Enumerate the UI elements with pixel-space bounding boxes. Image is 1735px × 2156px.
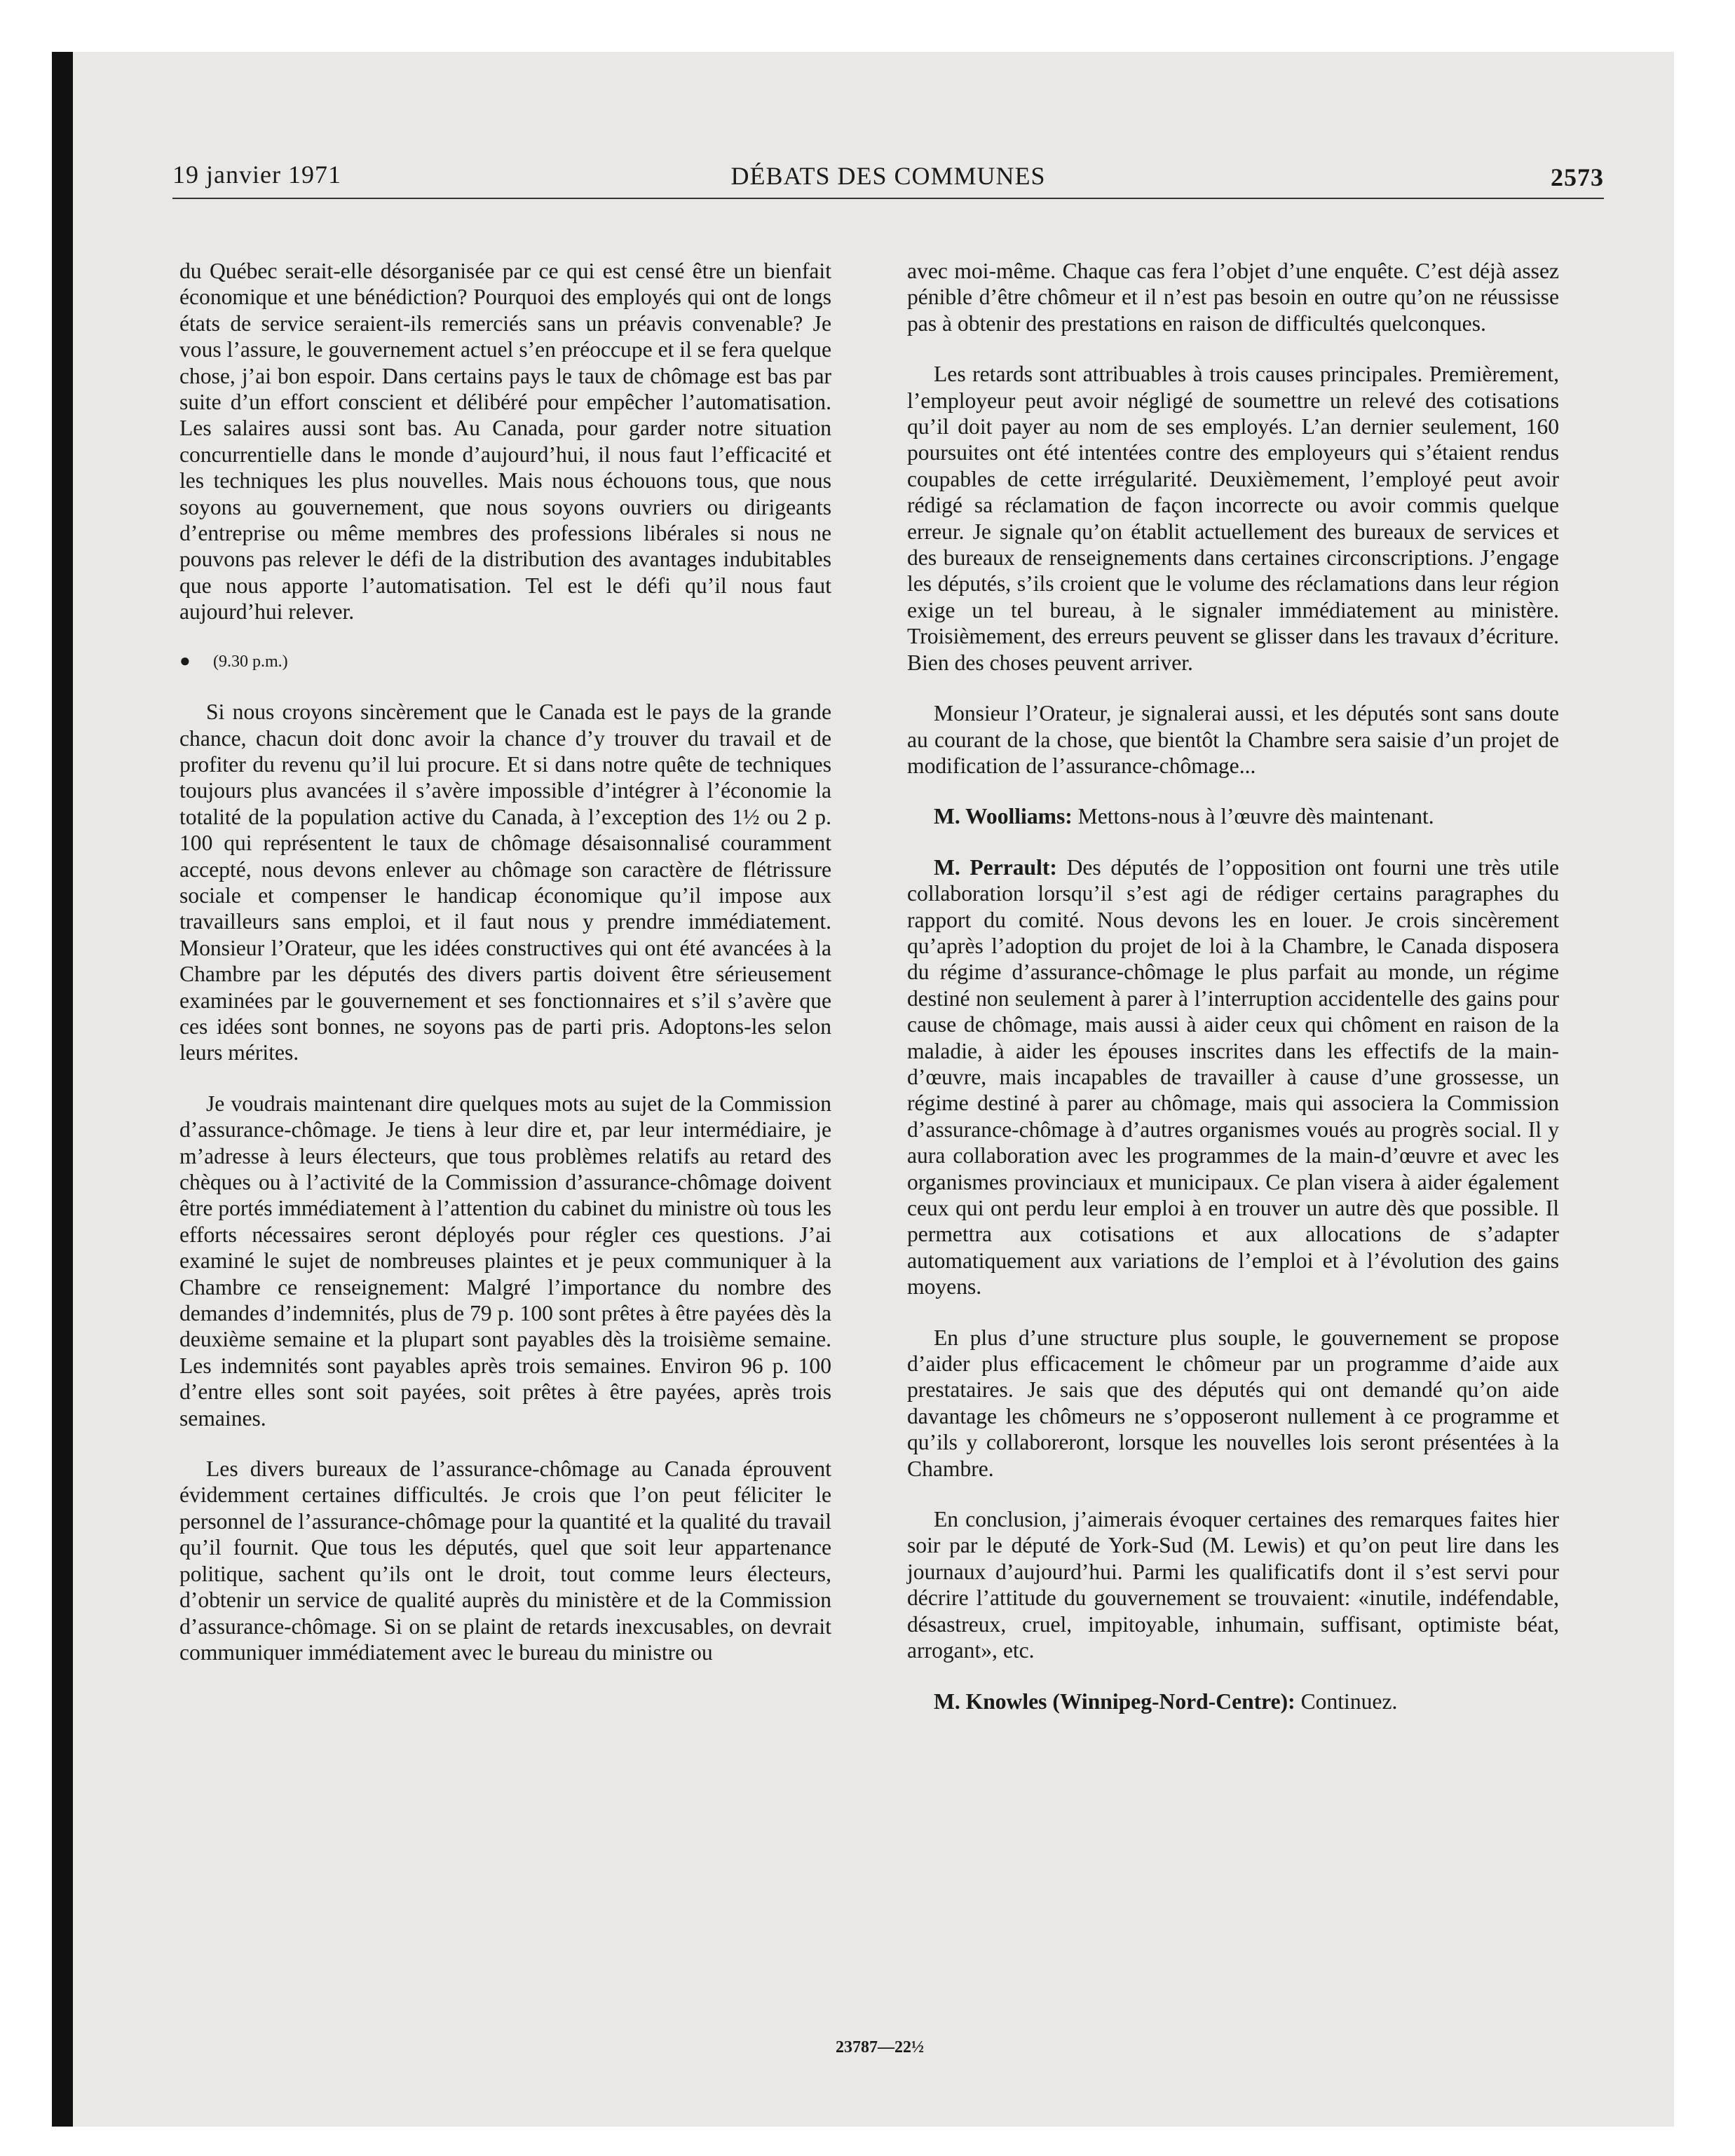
bullet-icon: ● xyxy=(179,650,191,671)
paragraph: Les retards sont attribuables à trois causes principales. Premièrement, l’employeur peut avoir négligé de soumettre un relevé des cotisations qu’il doit payer au nom de ses employés. L’an dernier seulement, 160 poursuites ont été intentées contre des employeurs qui s’étaient rendus coupables de cette irrégularité. Deuxièmement, l’employé peut avoir rédigé sa réclamation de façon incorrecte ou avoir commis quelque erreur. Je signale qu’on établit actuellement des bureaux de services et des bureaux de renseignements dans certaines circonscriptions. J’engage les députés, s’ils croient que le volume des réclamations dans leur région exige un tel bureau, à le signaler immédiatement au ministère. Troisièmement, des erreurs peuvent se glisser dans les travaux d’écriture. Bien des choses peuvent arriver. xyxy=(907,362,1559,675)
speaker-name: M. Woolliams: xyxy=(934,804,1073,829)
paragraph: du Québec serait-elle désorganisée par ce qui est censé être un bienfait économique et une bénédiction? Pourquoi des employés qui ont de longs états de service seraient-ils remerciés sans un préavis convenable? Je vous l’assure, le gouvernement actuel s’en préoccupe et il se fera quelque chose, j’ai bon espoir. Dans certains pays le taux de chômage est bas par suite d’un effort conscient et délibéré pour empêcher l’automatisation. Les salaires aussi sont bas. Au Canada, pour garder notre situation concurrentielle dans le monde d’aujourd’hui, il nous faut l’efficacité et les techniques les plus nouvelles. Mais nous échouons tous, que nous soyons au gouvernement, que nous soyons ouvriers ou dirigeants d’entreprise ou même membres des professions libérales si nous ne pouvons pas relever le défi de la distribution des avantages indubitables que nous apporte l’automatisation. Tel est le défi qu’il nous faut aujourd’hui relever. xyxy=(179,259,831,625)
speech-text: Des députés de l’opposition ont fourni une très utile collaboration lorsqu’il s’est agi de rédiger certains paragraphes du rapport du comité. Nous devons les en louer. Je crois sincèrement qu’après l’adoption du projet de loi à la Chambre, le Canada disposera du régime d’assurance-chômage le plus parfait au monde, un régime destiné non seulement à parer à l’interruption accidentelle des gains pour cause de chômage, mais aussi à aider ceux qui chôment en raison de la maladie, à aider les épouses inscrites dans les effectifs de la main-d’œuvre, mais incapables de travailler à cause d’une grossesse, un régime destiné à parer au chômage, mais qui associera la Commission d’assurance-chômage à d’autres organismes voués au progrès social. Il y aura collaboration avec les programmes de la main-d’œuvre et avec les organismes provinciaux et municipaux. Ce plan visera à aider également ceux qui ont perdu leur emploi à en trouver un autre dès que possible. Il permettra aux cotisations et aux allocations de s’adapter automatiquement aux variations de l’emploi et à l’évolution des gains moyens. xyxy=(907,854,1559,1299)
footer-code: 23787—22½ xyxy=(836,2038,924,2056)
paragraph: Je voudrais maintenant dire quelques mots au sujet de la Commission d’assurance-chômage. Je tiens à leur dire et, par leur intermédiaire, je m’adresse à leurs électeurs, que tous problèmes relatifs au retard des chèques ou à l’activité de la Commission d’assurance-chômage doivent être portés immédiatement à l’attention du cabinet du ministre où tous les efforts nécessaires seront déployés pour régler ces questions. J’ai examiné le sujet de nombreuses plaintes et je peux communiquer à la Chambre ce renseignement: Malgré l’importance du nombre des demandes d’indemnités, plus de 79 p. 100 sont prêtes à être payées dès la deuxième semaine et la plupart sont payables dès la troisième semaine. Les indemnités sont payables après trois semaines. Environ 96 p. 100 d’entre elles sont soit payées, soit prêtes à être payées, après trois semaines. xyxy=(179,1091,831,1431)
paragraph: Monsieur l’Orateur, je signalerai aussi, et les députés sont sans doute au courant de la chose, que bientôt la Chambre sera saisie d’un projet de modification de l’assurance-chômage... xyxy=(907,701,1559,778)
paragraph: Les divers bureaux de l’assurance-chômage au Canada éprouvent évidemment certaines difficultés. Je crois que l’on peut féliciter le personnel de l’assurance-chômage pour la quantité et la qualité du travail qu’il fournit. Que tous les députés, quel que soit leur appartenance politique, sachent qu’ils ont le droit, tout comme leurs électeurs, d’obtenir un service de qualité auprès du ministère et de la Commission d’assurance-chômage. Si on se plaint de retards inexcusables, on devrait communiquer immédiatement avec le bureau du ministre ou xyxy=(179,1456,831,1665)
intervention-knowles xyxy=(907,1688,1559,1714)
paragraph: avec moi-même. Chaque cas fera l’objet d’une enquête. C’est déjà assez pénible d’être chômeur et il n’est pas besoin en outre qu’on ne réussisse pas à obtenir des prestations en raison de difficultés quelconques. xyxy=(907,259,1559,336)
time-marker xyxy=(179,648,831,675)
speaker-name: M. Knowles (Winnipeg-Nord-Centre): xyxy=(934,1688,1295,1714)
speech-text: Continuez. xyxy=(1295,1688,1398,1714)
paragraph: Si nous croyons sincèrement que le Canada est le pays de la grande chance, chacun doit donc avoir la chance d’y trouver du travail et de profiter du revenu qu’il lui procure. Et si dans notre quête de techniques toujours plus avancées il s’avère impossible d’intégrer à l’économie la totalité de la population active du Canada, à l’exception des 1½ ou 2 p. 100 qui représentent le taux de chômage désaisonnalisé couramment accepté, nous devons enlever au chômage son caractère de flétrissure sociale et compenser le handicap économique qu’il impose aux travailleurs sans emploi, et il faut nous y prendre immédiatement. Monsieur l’Orateur, que les idées constructives qui ont été avancées à la Chambre par les députés des divers partis doivent être sérieusement examinées par le gouvernement et ses fonctionnaires et s’il s’avère que ces idées sont bonnes, ne soyons pas de parti pris. Adoptons-les selon leurs mérites. xyxy=(179,700,831,1065)
header-title: DÉBATS DES COMMUNES xyxy=(730,162,1046,190)
page-number: 2573 xyxy=(1551,163,1604,191)
binding-edge xyxy=(52,52,73,2127)
intervention-perrault xyxy=(907,854,1559,1300)
paragraph: En plus d’une structure plus souple, le gouvernement se propose d’aider plus efficacement le chômeur par un programme d’aide aux prestataires. Je sais que des députés qui ont demandé qu’on aide davantage les chômeurs ne s’opposeront nullement à ce programme et qu’ils y collaboreront, lorsque les nouvelles lois seront présentées à la Chambre. xyxy=(907,1325,1559,1481)
left-column xyxy=(179,258,831,1665)
time-text: (9.30 p.m.) xyxy=(213,652,288,671)
speech-text: Mettons-nous à l’œuvre dès maintenant. xyxy=(1072,804,1434,829)
header-date: 19 janvier 1971 xyxy=(172,161,341,189)
right-column xyxy=(907,258,1559,1714)
page-header xyxy=(172,156,1604,199)
speaker-name: M. Perrault: xyxy=(934,854,1057,880)
intervention-woolliams xyxy=(907,803,1559,829)
paragraph: En conclusion, j’aimerais évoquer certaines des remarques faites hier soir par le député de York-Sud (M. Lewis) et qu’on peut lire dans les journaux d’aujourd’hui. Parmi les qualificatifs dont il s’est servi pour décrire l’attitude du gouvernement se trouvaient: «inutile, indéfendable, désastreux, cruel, impitoyable, inhumain, suffisant, optimiste béat, arrogant», etc. xyxy=(907,1507,1559,1663)
